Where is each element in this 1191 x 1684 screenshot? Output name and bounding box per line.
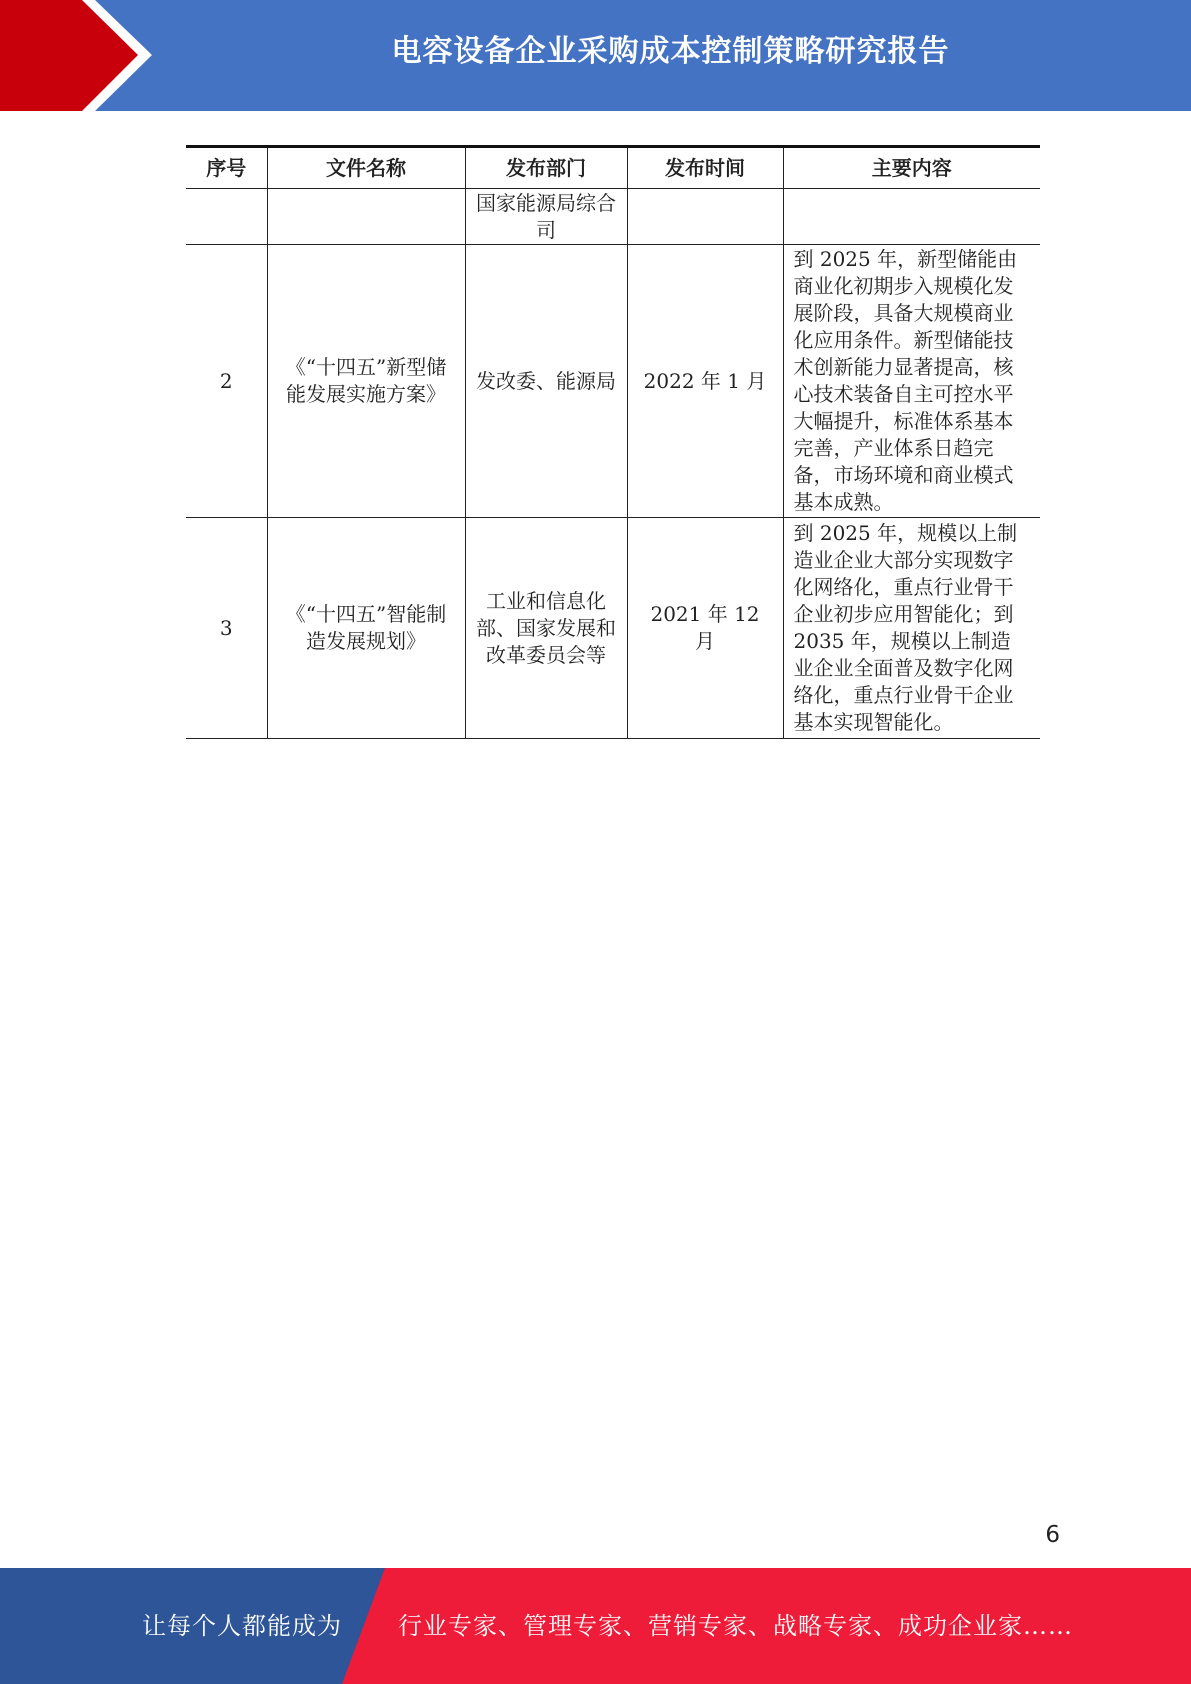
cell-name: 《“十四五”智能制造发展规划》	[267, 518, 465, 739]
table-row	[186, 245, 1040, 518]
column-header-name: 文件名称	[267, 147, 465, 189]
cell-date: 2022 年 1 月	[627, 245, 783, 518]
cell-content	[783, 189, 1040, 245]
cell-name: 《“十四五”新型储能发展实施方案》	[267, 245, 465, 518]
table-row	[186, 518, 1040, 739]
column-header-index: 序号	[186, 147, 267, 189]
cell-dept: 发改委、能源局	[465, 245, 627, 518]
cell-content: 到 2025 年，新型储能由商业化初期步入规模化发展阶段，具备大规模商业化应用条件。新型储能技术创新能力显著提高，核心技术装备自主可控水平大幅提升，标准体系基本完善，产业体系日趋完备，市场环境和商业模式基本成熟。	[783, 245, 1040, 518]
cell-content: 到 2025 年，规模以上制造业企业大部分实现数字化网络化，重点行业骨干企业初步应用智能化；到 2035 年，规模以上制造业企业全面普及数字化网络化，重点行业骨干企业基本实现智能化。	[783, 518, 1040, 739]
header-chevron-red	[0, 0, 138, 111]
cell-dept: 国家能源局综合司	[465, 189, 627, 245]
cell-index: 2	[186, 245, 267, 518]
cell-date	[627, 189, 783, 245]
footer-banner	[0, 1568, 1191, 1684]
cell-index: 3	[186, 518, 267, 739]
column-header-content: 主要内容	[783, 147, 1040, 189]
column-header-dept: 发布部门	[465, 147, 627, 189]
cell-date: 2021 年 12 月	[627, 518, 783, 739]
policy-table	[186, 145, 1040, 739]
cell-dept: 工业和信息化部、国家发展和改革委员会等	[465, 518, 627, 739]
header-banner	[0, 0, 1191, 111]
footer-slogan-right: 行业专家、管理专家、营销专家、战略专家、成功企业家……	[398, 1612, 1073, 1640]
table-row	[186, 189, 1040, 245]
footer-slogan-left: 让每个人都能成为	[142, 1612, 342, 1640]
cell-index	[186, 189, 267, 245]
cell-name	[267, 189, 465, 245]
column-header-date: 发布时间	[627, 147, 783, 189]
page-number: 6	[1045, 1522, 1060, 1548]
report-title: 电容设备企业采购成本控制策略研究报告	[391, 34, 950, 69]
table-header-row	[186, 147, 1040, 189]
